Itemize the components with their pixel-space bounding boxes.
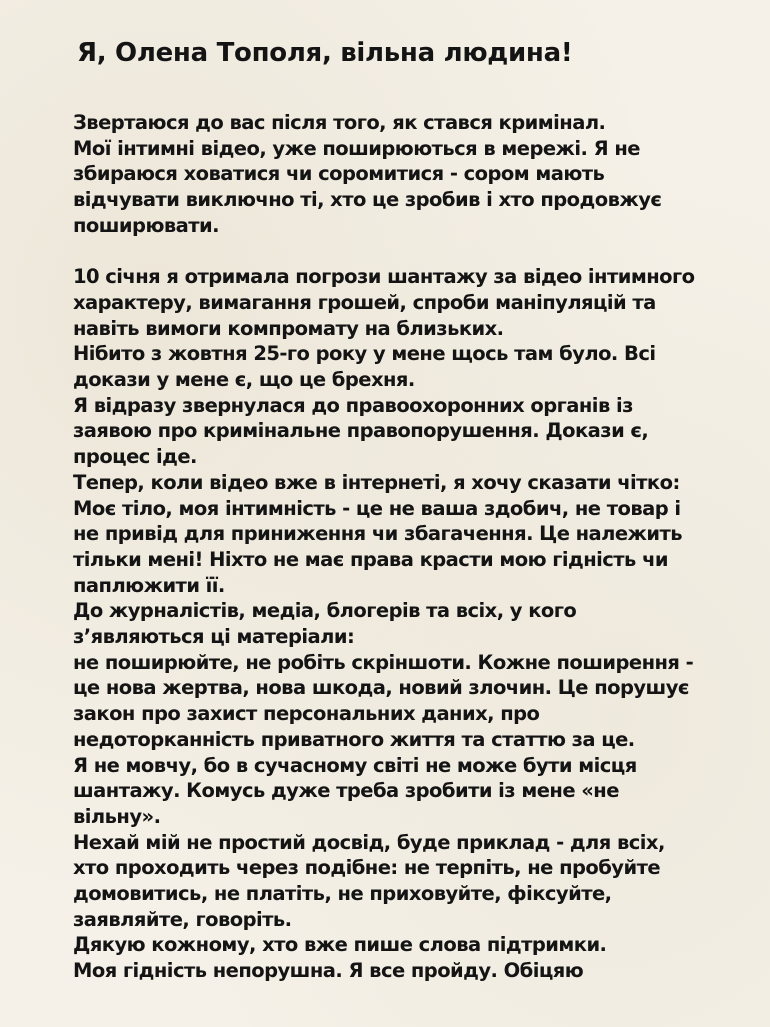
- text-line: Моя гідність непорушна. Я все пройду. Обіцяю: [73, 959, 584, 983]
- text-line: не поширюйте, не робіть скріншоти. Кожне поширення -: [73, 650, 694, 674]
- text-line: Тепер, коли відео вже в інтернеті, я хочу сказати чітко:: [73, 470, 680, 494]
- text-line: Мої інтимні відео, уже поширюються в мережі. Я не: [73, 136, 640, 160]
- text-line: докази у мене є, що це брехня.: [73, 368, 415, 392]
- text-line: паплюжити її.: [73, 573, 225, 597]
- text-line: хто проходить через подібне: не терпіть, не пробуйте: [73, 856, 661, 880]
- text-line: закон про захист персональних даних, про: [73, 702, 540, 726]
- text-line: 10 січня я отримала погрози шантажу за відео інтимного: [73, 265, 695, 289]
- text-line: вільну».: [73, 804, 161, 828]
- text-line: збираюся ховатися чи соромитися - сором мають: [73, 162, 605, 186]
- text-line: процес іде.: [73, 445, 197, 469]
- text-line: заявою про кримінальне правопорушення. Докази є,: [73, 419, 649, 443]
- text-line: Нехай мій не простий досвід, буде приклад - для всіх,: [73, 830, 665, 854]
- text-line: Моє тіло, моя інтимність - це не ваша здобич, не товар і: [73, 496, 681, 520]
- text-line: Я відразу звернулася до правоохоронних органів із: [73, 393, 633, 417]
- paragraph-gap: [73, 239, 730, 265]
- text-line: Я не мовчу, бо в сучасному світі не може бути місця: [73, 753, 637, 777]
- text-line: домовитись, не платіть, не приховуйте, фіксуйте,: [73, 882, 612, 906]
- text-line: До журналістів, медіа, блогерів та всіх, у кого: [73, 599, 577, 623]
- page-title: Я, Олена Тополя, вільна людина!: [77, 38, 573, 68]
- statement-body: [73, 110, 730, 984]
- text-line: навіть вимоги компромату на близьких.: [73, 316, 504, 340]
- text-line: Нібито з жовтня 25-го року у мене щось там було. Всі: [73, 342, 656, 366]
- text-line: це нова жертва, нова шкода, новий злочин. Це порушує: [73, 676, 689, 700]
- paragraph-intro: [73, 110, 730, 239]
- text-line: відчувати виключно ті, хто це зробив і хто продовжує: [73, 188, 662, 212]
- text-line: недоторканність приватного життя та статтю за це.: [73, 727, 635, 751]
- text-line: Дякую кожному, хто вже пише слова підтримки.: [73, 933, 607, 957]
- text-line: не привід для приниження чи збагачення. Це належить: [73, 522, 683, 546]
- text-line: Звертаюся до вас після того, як стався кримінал.: [73, 111, 606, 134]
- text-line: характеру, вимагання грошей, спроби маніпуляцій та: [73, 290, 656, 314]
- text-line: поширювати.: [73, 213, 219, 237]
- text-line: тільки мені! Ніхто не має права красти мою гідність чи: [73, 547, 669, 571]
- text-line: заявляйте, говоріть.: [73, 907, 292, 931]
- text-line: шантажу. Комусь дуже треба зробити із мене «не: [73, 779, 619, 803]
- paragraph-main: [73, 264, 730, 984]
- text-line: з’являються ці матеріали:: [73, 625, 355, 649]
